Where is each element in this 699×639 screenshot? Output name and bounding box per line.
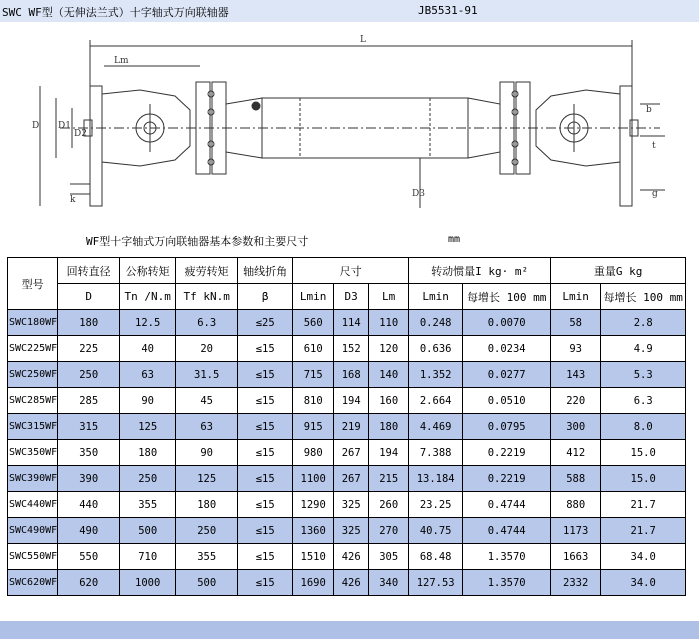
header-model: 型号 [8,258,58,310]
cell: 620 [58,570,120,596]
cell: 20 [176,336,238,362]
table-row [8,518,686,544]
cell: 355 [120,492,176,518]
cell: 58 [551,310,601,336]
cell: 2.8 [601,310,686,336]
cell: 225 [58,336,120,362]
table-row [8,336,686,362]
cell: 110 [369,310,409,336]
cell: 1000 [120,570,176,596]
header-inertia: 转动惯量I kg· m² [409,258,551,284]
cell: ≤15 [238,544,293,570]
cell: 426 [334,570,369,596]
cell: 4.469 [409,414,463,440]
label-Lm: Lm [114,56,129,66]
cell: 710 [120,544,176,570]
cell: 1.352 [409,362,463,388]
table-row [8,544,686,570]
cell: 550 [58,544,120,570]
label-g: g [652,189,658,199]
cell: 426 [334,544,369,570]
cell: 215 [369,466,409,492]
subheader-d3: D3 [334,284,369,310]
cell: 2.664 [409,388,463,414]
cell: 45 [176,388,238,414]
cell: 194 [369,440,409,466]
table-caption: WF型十字轴式万向联轴器基本参数和主要尺寸 [86,235,309,248]
cell: 0.636 [409,336,463,362]
cell-model: SWC390WF [8,466,58,492]
cell: 34.0 [601,544,686,570]
cell: 63 [176,414,238,440]
cell: 160 [369,388,409,414]
cell: 90 [120,388,176,414]
cell: 325 [334,518,369,544]
cell: ≤15 [238,440,293,466]
cell: 980 [293,440,334,466]
cell: 93 [551,336,601,362]
cell: 90 [176,440,238,466]
cell: 140 [369,362,409,388]
cell: ≤15 [238,388,293,414]
cell: 440 [58,492,120,518]
header-d: 回转直径 [58,258,120,284]
unit-label: mm [448,234,461,245]
page-title: SWC WF型（无伸法兰式）十字轴式万向联轴器 [2,6,229,19]
coupling-technical-drawing [0,24,699,220]
cell: 0.0277 [463,362,551,388]
cell: 1100 [293,466,334,492]
cell: 194 [334,388,369,414]
cell-model: SWC440WF [8,492,58,518]
cell: ≤15 [238,414,293,440]
cell: 2332 [551,570,601,596]
cell-model: SWC490WF [8,518,58,544]
header-size: 尺寸 [293,258,409,284]
cell: 219 [334,414,369,440]
cell-model: SWC285WF [8,388,58,414]
cell: 285 [58,388,120,414]
cell: 125 [176,466,238,492]
header-tn: 公称转矩 [120,258,176,284]
cell: 7.388 [409,440,463,466]
cell: ≤15 [238,492,293,518]
cell: 125 [120,414,176,440]
cell: 21.7 [601,492,686,518]
cell: 300 [551,414,601,440]
cell: ≤15 [238,362,293,388]
header-beta: 轴线折角 [238,258,293,284]
cell: ≤15 [238,518,293,544]
cell: 31.5 [176,362,238,388]
table-row [8,310,686,336]
cell: 250 [58,362,120,388]
cell: ≤15 [238,466,293,492]
cell: ≤15 [238,336,293,362]
cell: 6.3 [176,310,238,336]
cell: 1.3570 [463,570,551,596]
cell: 143 [551,362,601,388]
cell: 127.53 [409,570,463,596]
cell: 880 [551,492,601,518]
cell-model: SWC550WF [8,544,58,570]
cell: 1690 [293,570,334,596]
table-row [8,440,686,466]
cell: 0.2219 [463,440,551,466]
subheader-tf: Tf kN.m [176,284,238,310]
header-tf: 疲劳转矩 [176,258,238,284]
cell: 560 [293,310,334,336]
parameter-table [7,257,686,596]
cell: 715 [293,362,334,388]
label-D2: D2 [74,129,87,139]
cell: 490 [58,518,120,544]
subheader-weight-per100: 每增长 100 mm [601,284,686,310]
label-k: k [70,195,76,205]
table-row [8,570,686,596]
cell: 500 [176,570,238,596]
cell: 152 [334,336,369,362]
table-row [8,362,686,388]
cell: 180 [176,492,238,518]
cell: 315 [58,414,120,440]
cell: 325 [334,492,369,518]
cell-model: SWC620WF [8,570,58,596]
cell: 1290 [293,492,334,518]
cell: ≤15 [238,570,293,596]
subheader-d: D [58,284,120,310]
cell: 610 [293,336,334,362]
cell: 270 [369,518,409,544]
cell: 412 [551,440,601,466]
cell: 0.0510 [463,388,551,414]
cell: 305 [369,544,409,570]
cell: 340 [369,570,409,596]
cell: 0.4744 [463,518,551,544]
cell-model: SWC315WF [8,414,58,440]
cell: 1360 [293,518,334,544]
cell: 120 [369,336,409,362]
cell-model: SWC180WF [8,310,58,336]
cell: 15.0 [601,440,686,466]
cell: 1510 [293,544,334,570]
cell: 267 [334,466,369,492]
cell: 12.5 [120,310,176,336]
cell: 1.3570 [463,544,551,570]
cell: 6.3 [601,388,686,414]
cell: 40.75 [409,518,463,544]
subheader-inertia-lmin: Lmin [409,284,463,310]
cell-model: SWC250WF [8,362,58,388]
page-footer-bar [0,621,699,639]
subheader-beta: β [238,284,293,310]
cell: ≤25 [238,310,293,336]
cell: 23.25 [409,492,463,518]
cell: 0.2219 [463,466,551,492]
cell: 0.0234 [463,336,551,362]
cell-model: SWC350WF [8,440,58,466]
cell: 250 [120,466,176,492]
cell: 180 [58,310,120,336]
cell: 220 [551,388,601,414]
cell: 260 [369,492,409,518]
cell: 350 [58,440,120,466]
cell: 68.48 [409,544,463,570]
cell: 63 [120,362,176,388]
cell: 915 [293,414,334,440]
cell: 267 [334,440,369,466]
cell: 0.0070 [463,310,551,336]
table-row [8,466,686,492]
cell: 13.184 [409,466,463,492]
header-weight: 重量G kg [551,258,686,284]
label-t: t [652,141,656,151]
cell: 0.4744 [463,492,551,518]
cell: 168 [334,362,369,388]
cell: 500 [120,518,176,544]
table-body [8,310,686,596]
cell-model: SWC225WF [8,336,58,362]
cell: 355 [176,544,238,570]
subheader-lmin: Lmin [293,284,334,310]
subheader-inertia-per100: 每增长 100 mm [463,284,551,310]
cell: 0.0795 [463,414,551,440]
subheader-weight-lmin: Lmin [551,284,601,310]
table-row [8,492,686,518]
cell: 5.3 [601,362,686,388]
cell: 250 [176,518,238,544]
label-L: L [360,35,366,45]
cell: 4.9 [601,336,686,362]
cell: 21.7 [601,518,686,544]
standard-number: JB5531-91 [418,4,478,17]
cell: 34.0 [601,570,686,596]
cell: 114 [334,310,369,336]
cell: 810 [293,388,334,414]
table-row [8,414,686,440]
label-D: D [32,121,40,131]
subheader-tn: Tn /N.m [120,284,176,310]
cell: 15.0 [601,466,686,492]
cell: 40 [120,336,176,362]
subheader-lm: Lm [369,284,409,310]
cell: 0.248 [409,310,463,336]
cell: 1173 [551,518,601,544]
cell: 180 [120,440,176,466]
cell: 180 [369,414,409,440]
label-b: b [646,105,652,115]
label-D3: D3 [412,189,425,199]
cell: 1663 [551,544,601,570]
cell: 390 [58,466,120,492]
cell: 8.0 [601,414,686,440]
page-header [0,0,699,22]
table-row [8,388,686,414]
cell: 588 [551,466,601,492]
label-D1: D1 [58,121,71,131]
